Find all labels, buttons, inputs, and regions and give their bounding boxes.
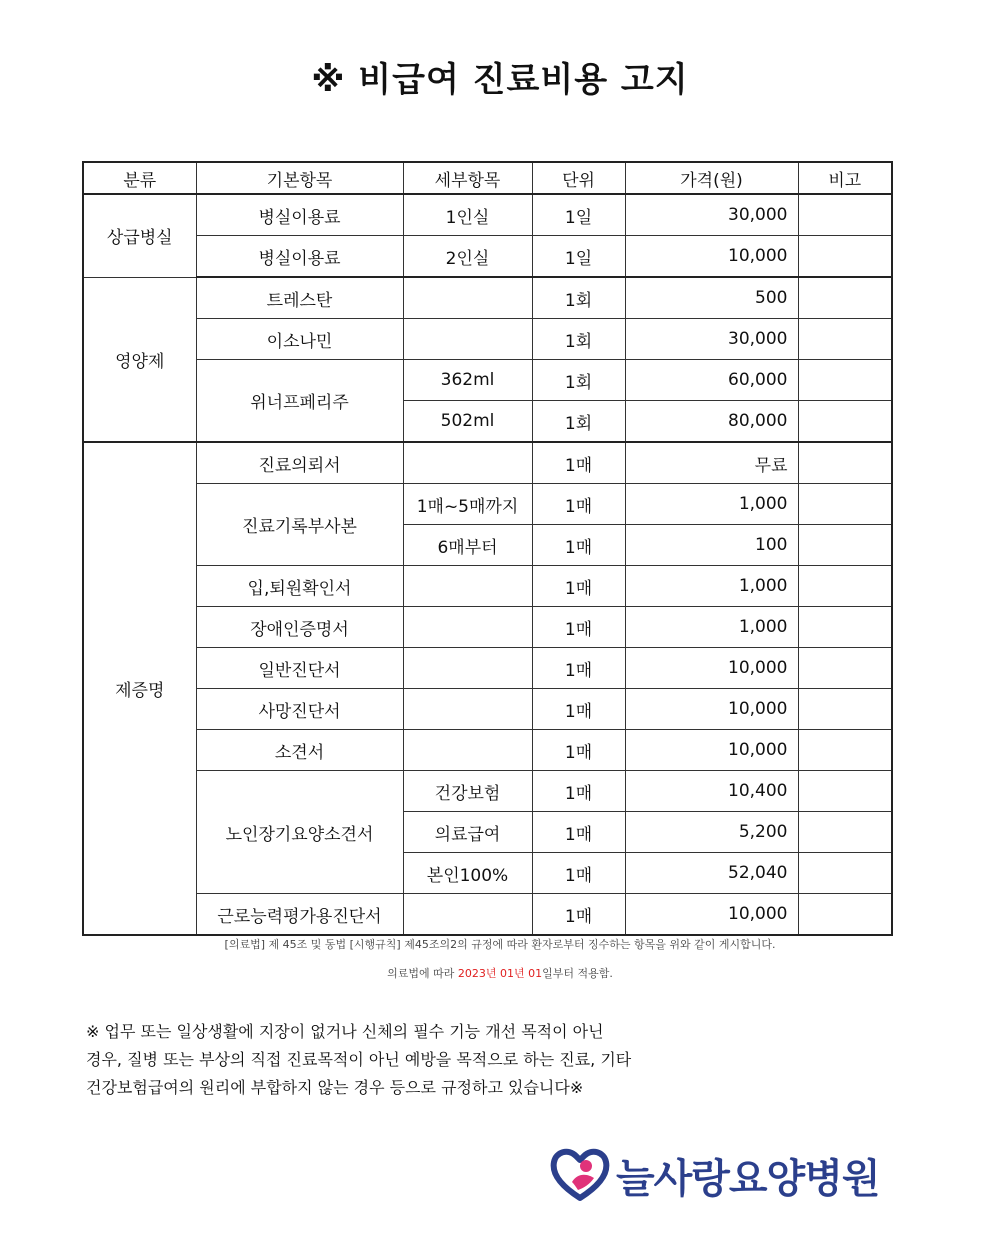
- price-cell: 80,000: [625, 401, 798, 443]
- price-cell: 10,000: [625, 730, 798, 771]
- unit-cell: 1일: [532, 194, 625, 236]
- header-price: 가격(원): [625, 162, 798, 194]
- price-cell: 52,040: [625, 853, 798, 894]
- remarks-cell: [798, 319, 892, 360]
- disclaimer: [86, 1018, 786, 1102]
- table-row: [83, 236, 892, 278]
- remarks-cell: [798, 277, 892, 319]
- unit-cell: 1회: [532, 401, 625, 443]
- hospital-logo: [548, 1143, 879, 1207]
- table-row: [83, 730, 892, 771]
- price-cell: 60,000: [625, 360, 798, 401]
- table-row: [83, 566, 892, 607]
- heart-person-icon: [548, 1142, 612, 1208]
- price-cell: 1,000: [625, 566, 798, 607]
- price-cell: 100: [625, 525, 798, 566]
- remarks-cell: [798, 689, 892, 730]
- remarks-cell: [798, 730, 892, 771]
- item-cell: 노인장기요양소견서: [196, 771, 403, 894]
- item-cell: 진료의뢰서: [196, 442, 403, 484]
- detail-cell: 1인실: [403, 194, 532, 236]
- unit-cell: 1매: [532, 771, 625, 812]
- category-cell: 영양제: [83, 277, 196, 442]
- price-cell: 10,000: [625, 894, 798, 936]
- page-title: ※ 비급여 진료비용 고지: [311, 60, 689, 100]
- price-cell: 30,000: [625, 319, 798, 360]
- unit-cell: 1매: [532, 607, 625, 648]
- item-cell: 병실이용료: [196, 194, 403, 236]
- item-cell: 장애인증명서: [196, 607, 403, 648]
- item-cell: 진료기록부사본: [196, 484, 403, 566]
- disclaimer-line: 경우, 질병 또는 부상의 직접 진료목적이 아닌 예방을 목적으로 하는 진료, 기타: [86, 1050, 632, 1069]
- price-cell: 무료: [625, 442, 798, 484]
- table-row: [83, 894, 892, 936]
- unit-cell: 1매: [532, 894, 625, 936]
- remarks-cell: [798, 812, 892, 853]
- remarks-cell: [798, 648, 892, 689]
- hospital-name: 늘사랑요양병원: [616, 1155, 880, 1202]
- remarks-cell: [798, 194, 892, 236]
- detail-cell: 본인100%: [403, 853, 532, 894]
- table-row: [83, 689, 892, 730]
- header-item: 기본항목: [196, 162, 403, 194]
- price-cell: 10,400: [625, 771, 798, 812]
- unit-cell: 1매: [532, 484, 625, 525]
- table-row: [83, 360, 892, 401]
- unit-cell: 1매: [532, 812, 625, 853]
- detail-cell: [403, 689, 532, 730]
- detail-cell: [403, 730, 532, 771]
- price-cell: 30,000: [625, 194, 798, 236]
- fee-table: [82, 161, 893, 936]
- item-cell: 위너프페리주: [196, 360, 403, 443]
- unit-cell: 1매: [532, 525, 625, 566]
- remarks-cell: [798, 607, 892, 648]
- table-header-row: [83, 162, 892, 194]
- table-row: [83, 442, 892, 484]
- remarks-cell: [798, 853, 892, 894]
- remarks-cell: [798, 525, 892, 566]
- detail-cell: 의료급여: [403, 812, 532, 853]
- effective-suffix: 일부터 적용함.: [542, 967, 613, 980]
- unit-cell: 1회: [532, 360, 625, 401]
- detail-cell: 건강보험: [403, 771, 532, 812]
- price-cell: 10,000: [625, 689, 798, 730]
- effective-date-note: [0, 965, 1000, 981]
- item-cell: 입,퇴원확인서: [196, 566, 403, 607]
- category-cell: 상급병실: [83, 194, 196, 277]
- price-cell: 5,200: [625, 812, 798, 853]
- disclaimer-line: ※ 업무 또는 일상생활에 지장이 없거나 신체의 필수 기능 개선 목적이 아닌: [86, 1022, 604, 1041]
- unit-cell: 1매: [532, 689, 625, 730]
- detail-cell: [403, 607, 532, 648]
- detail-cell: 502ml: [403, 401, 532, 443]
- table-row: [83, 771, 892, 812]
- price-cell: 500: [625, 277, 798, 319]
- detail-cell: 362ml: [403, 360, 532, 401]
- detail-cell: 1매~5매까지: [403, 484, 532, 525]
- unit-cell: 1매: [532, 730, 625, 771]
- remarks-cell: [798, 566, 892, 607]
- remarks-cell: [798, 894, 892, 936]
- unit-cell: 1일: [532, 236, 625, 278]
- effective-prefix: 의료법에 따라: [387, 967, 458, 980]
- detail-cell: [403, 319, 532, 360]
- legal-basis-note: [의료법] 제 45조 및 동법 [시행규칙] 제45조의2의 규정에 따라 환자로부터 징수하는 항목을 위와 같이 게시합니다.: [224, 938, 776, 951]
- price-cell: 1,000: [625, 607, 798, 648]
- remarks-cell: [798, 484, 892, 525]
- detail-cell: [403, 566, 532, 607]
- item-cell: 사망진단서: [196, 689, 403, 730]
- unit-cell: 1매: [532, 566, 625, 607]
- detail-cell: [403, 894, 532, 936]
- price-cell: 1,000: [625, 484, 798, 525]
- remarks-cell: [798, 360, 892, 401]
- unit-cell: 1매: [532, 853, 625, 894]
- header-remarks: 비고: [798, 162, 892, 194]
- header-category: 분류: [83, 162, 196, 194]
- effective-date: 2023년 01년 01: [457, 967, 543, 980]
- item-cell: 병실이용료: [196, 236, 403, 278]
- header-detail: 세부항목: [403, 162, 532, 194]
- header-unit: 단위: [532, 162, 625, 194]
- table-row: [83, 319, 892, 360]
- item-cell: 트레스탄: [196, 277, 403, 319]
- detail-cell: 2인실: [403, 236, 532, 278]
- table-row: [83, 484, 892, 525]
- detail-cell: [403, 277, 532, 319]
- remarks-cell: [798, 236, 892, 278]
- price-cell: 10,000: [625, 236, 798, 278]
- table-row: [83, 277, 892, 319]
- detail-cell: [403, 442, 532, 484]
- unit-cell: 1회: [532, 277, 625, 319]
- item-cell: 소견서: [196, 730, 403, 771]
- price-cell: 10,000: [625, 648, 798, 689]
- unit-cell: 1회: [532, 319, 625, 360]
- table-row: [83, 648, 892, 689]
- item-cell: 일반진단서: [196, 648, 403, 689]
- item-cell: 이소나민: [196, 319, 403, 360]
- remarks-cell: [798, 401, 892, 443]
- item-cell: 근로능력평가용진단서: [196, 894, 403, 936]
- remarks-cell: [798, 771, 892, 812]
- table-row: [83, 194, 892, 236]
- remarks-cell: [798, 442, 892, 484]
- category-cell: 제증명: [83, 442, 196, 935]
- detail-cell: 6매부터: [403, 525, 532, 566]
- table-row: [83, 607, 892, 648]
- unit-cell: 1매: [532, 442, 625, 484]
- disclaimer-line: 건강보험급여의 원리에 부합하지 않는 경우 등으로 규정하고 있습니다※: [86, 1078, 584, 1097]
- unit-cell: 1매: [532, 648, 625, 689]
- detail-cell: [403, 648, 532, 689]
